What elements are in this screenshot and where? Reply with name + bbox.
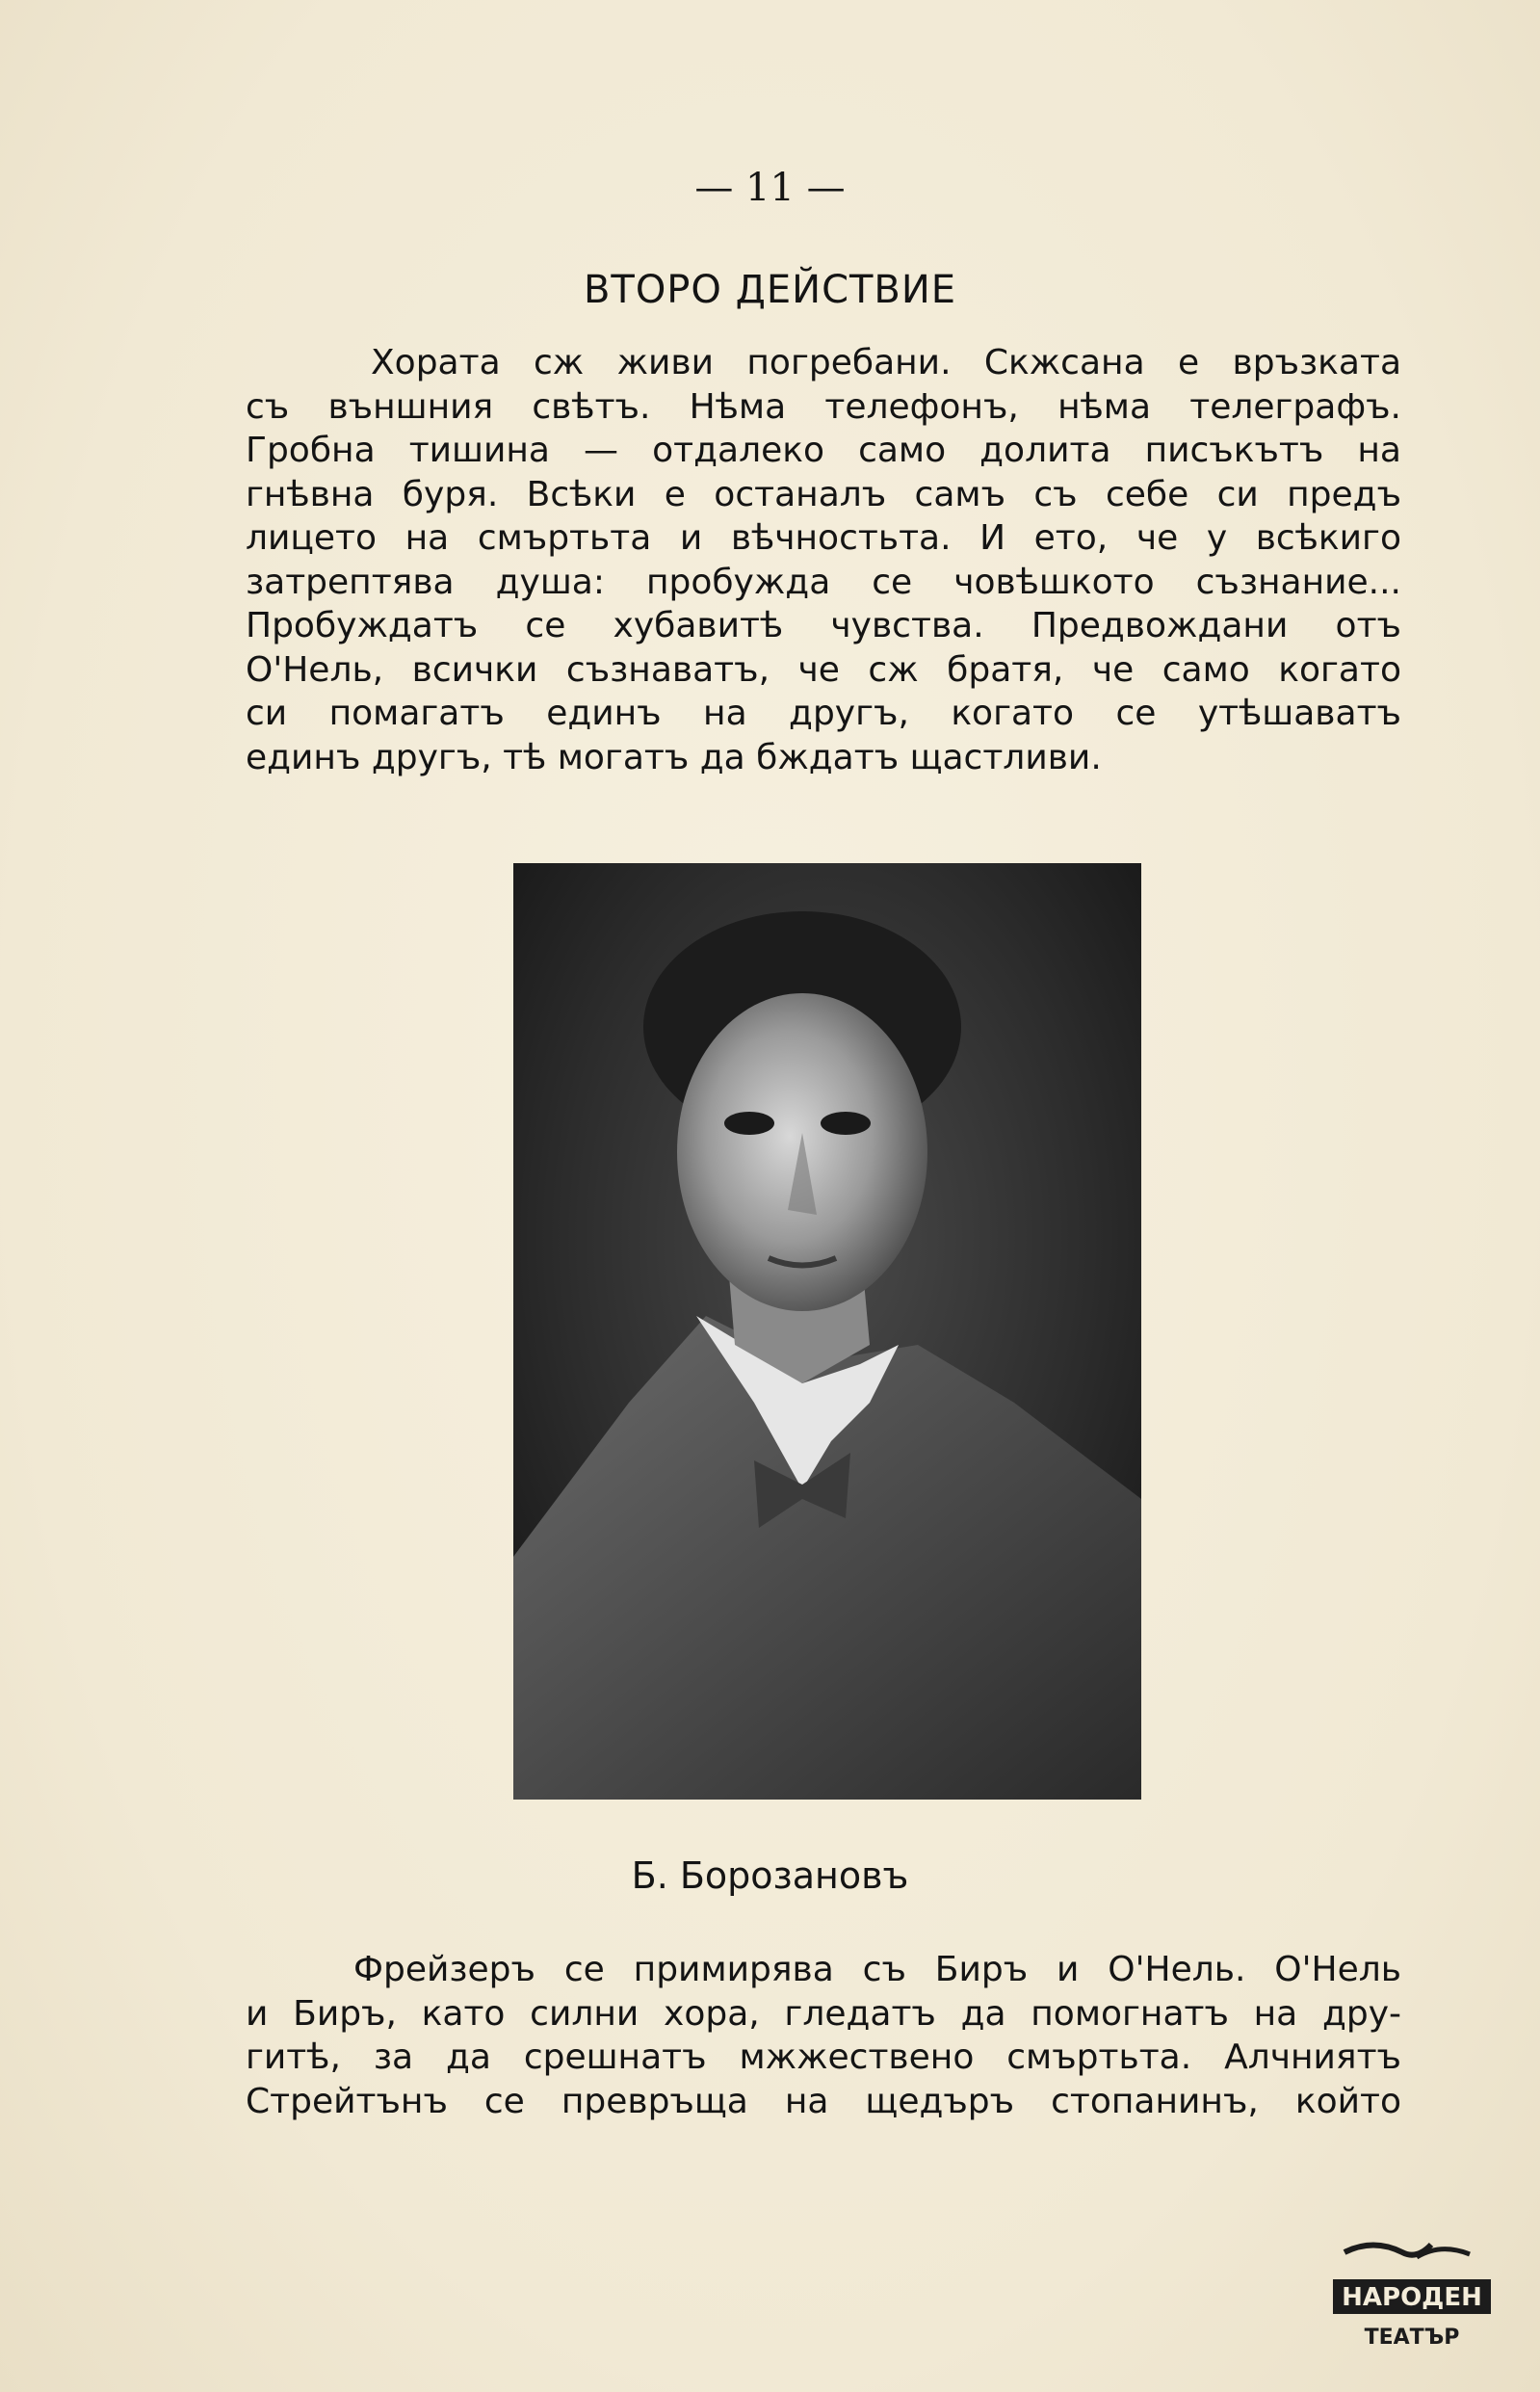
- text-line: Пробуждатъ се хубавитѣ чувства. Предвождани отъ: [246, 606, 1401, 645]
- text-line: единъ другъ, тѣ могатъ да бждатъ щастливи.: [246, 737, 1102, 777]
- text-line: гитѣ, за да срешнатъ мжжествено смъртьта. Алчниятъ: [246, 2037, 1401, 2077]
- paragraph-synopsis: [246, 341, 1401, 779]
- page-number: — 11 —: [694, 166, 846, 210]
- text-line: гнѣвна буря. Всѣки е останалъ самъ съ себе си предъ: [246, 474, 1401, 514]
- portrait-icon: [513, 863, 1141, 1800]
- portrait-caption: Б. Борозановъ: [631, 1854, 909, 1897]
- text-line: Стрейтънъ се превръща на щедъръ стопанинъ, който: [246, 2081, 1401, 2121]
- stamp-icon: [1325, 2233, 1499, 2358]
- text-line: Фрейзеръ се примирява съ Биръ и О'Нель. О'Нель: [353, 1950, 1401, 1989]
- text-line: лицето на смъртьта и вѣчностьта. И ето, че у всѣкиго: [246, 518, 1401, 558]
- text-line: и Биръ, като силни хора, гледатъ да помогнатъ на дру-: [246, 1993, 1401, 2034]
- text-line: О'Нель, всички съзнаватъ, че сж братя, че само когато: [246, 649, 1401, 690]
- text-line: Гробна тишина — отдалеко само долита писъкътъ на: [246, 431, 1401, 470]
- text-line: затрептява душа: пробужда се човѣшкото съзнание...: [246, 562, 1401, 602]
- text-line: Хората сж живи погребани. Скжсана е връзката: [371, 343, 1401, 382]
- theatre-stamp-logo: [1325, 2233, 1499, 2358]
- paragraph-continued: [246, 1948, 1401, 2123]
- stamp-line-2: ТЕАТЪР: [1364, 2326, 1460, 2350]
- stamp-line-1: НАРОДЕН: [1342, 2283, 1482, 2312]
- text-line: си помагатъ единъ на другъ, когато се утѣшаватъ: [246, 694, 1401, 733]
- portrait-photo: [513, 863, 1141, 1800]
- section-heading: ВТОРО ДЕЙСТВИЕ: [583, 268, 957, 312]
- text-line: съ външния свѣтъ. Нѣма телефонъ, нѣма телеграфъ.: [246, 386, 1401, 427]
